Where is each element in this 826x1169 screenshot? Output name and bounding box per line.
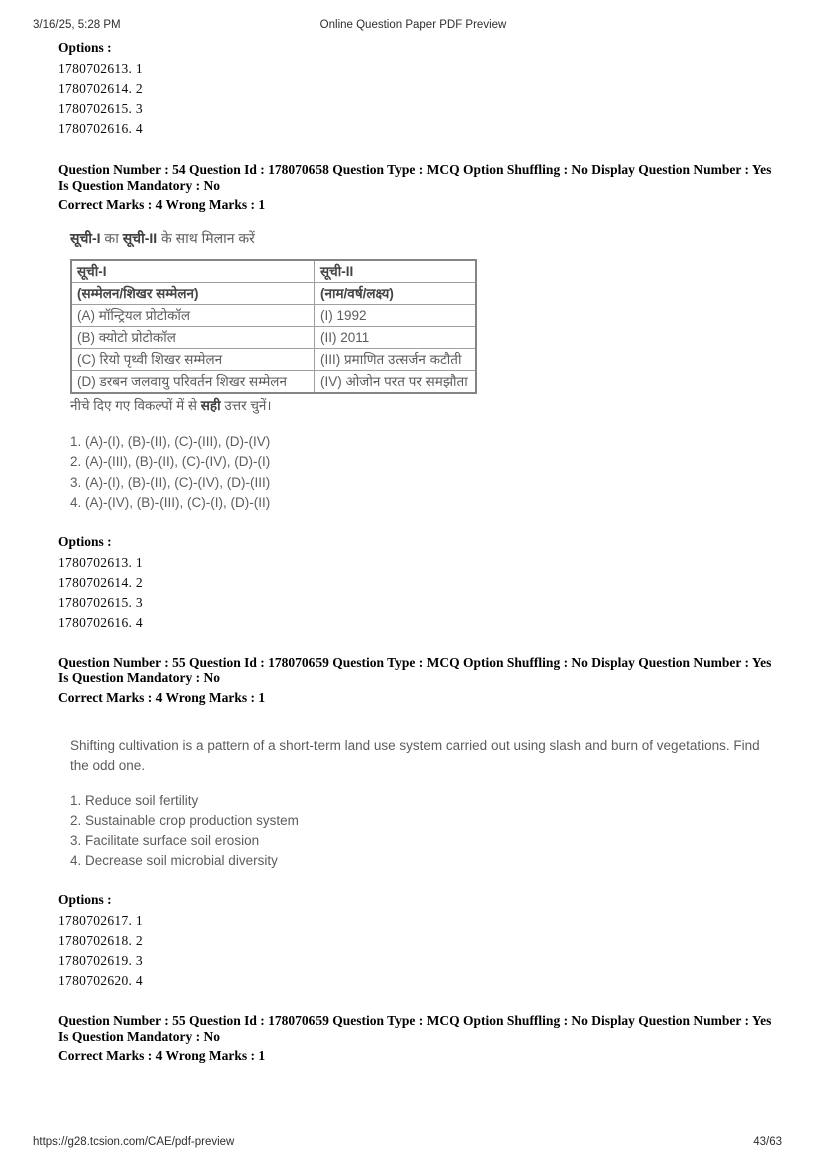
table-row bbox=[71, 348, 476, 370]
choice-item: 1. Reduce soil fertility bbox=[70, 793, 199, 808]
choice-item: 4. Decrease soil microbial diversity bbox=[70, 853, 278, 868]
match-list-table bbox=[70, 259, 477, 394]
table-header-row bbox=[71, 260, 476, 283]
table-cell: (सम्मेलन/शिखर सम्मेलन) bbox=[71, 282, 315, 304]
choose-correct-line bbox=[70, 396, 818, 415]
header-datetime: 3/16/25, 5:28 PM bbox=[33, 19, 121, 31]
question-marks-line: Correct Marks : 4 Wrong Marks : 1 bbox=[58, 1048, 266, 1063]
intro-bold-list2: सूची-II bbox=[122, 229, 158, 246]
table-cell: (I) 1992 bbox=[315, 304, 477, 326]
page-title: Online Question Paper PDF Preview bbox=[319, 19, 507, 31]
choice-item: 3. (A)-(I), (B)-(II), (C)-(IV), (D)-(III) bbox=[70, 474, 271, 490]
option-id: 1780702613. 1 bbox=[58, 61, 143, 76]
choice-item: 1. (A)-(I), (B)-(II), (C)-(III), (D)-(IV) bbox=[70, 433, 271, 449]
option-id: 1780702615. 3 bbox=[58, 101, 143, 116]
option-id: 1780702616. 4 bbox=[58, 614, 143, 630]
choice-item: 2. (A)-(III), (B)-(II), (C)-(IV), (D)-(I) bbox=[70, 454, 271, 469]
footer-url: https://g28.tcsion.com/CAE/pdf-preview bbox=[33, 1136, 235, 1148]
print-header bbox=[33, 19, 793, 33]
question-55-metadata bbox=[58, 655, 772, 706]
choice-item: 4. (A)-(IV), (B)-(III), (C)-(I), (D)-(II) bbox=[70, 495, 271, 510]
table-cell: (B) क्योटो प्रोटोकॉल bbox=[71, 326, 315, 348]
options-label: Options : bbox=[58, 892, 112, 907]
footer-page-number: 43/63 bbox=[753, 1136, 782, 1148]
table-cell: (IV) ओजोन परत पर समझौता bbox=[315, 370, 477, 393]
options-block-top bbox=[58, 37, 818, 139]
table-cell: (D) डरबन जलवायु परिवर्तन शिखर सम्मेलन bbox=[71, 370, 315, 393]
table-cell: (C) रियो पृथ्वी शिखर सम्मेलन bbox=[71, 348, 315, 370]
options-block-q54 bbox=[58, 531, 818, 633]
question-55-metadata-repeat bbox=[58, 1013, 772, 1064]
option-id: 1780702616. 4 bbox=[58, 121, 143, 136]
table-row bbox=[71, 326, 476, 348]
question-marks-line: Correct Marks : 4 Wrong Marks : 1 bbox=[58, 689, 266, 705]
question-54-body bbox=[58, 228, 818, 514]
intro-rest: के साथ मिलान करें bbox=[157, 229, 255, 246]
table-cell: (III) प्रमाणित उत्सर्जन कटौती bbox=[315, 348, 477, 370]
choice-item: 3. Facilitate surface soil erosion bbox=[70, 833, 260, 848]
option-id: 1780702617. 1 bbox=[58, 913, 143, 928]
choose-post: उत्तर चुनें। bbox=[220, 397, 272, 413]
options-label: Options : bbox=[58, 533, 112, 549]
table-cell: सूची-II bbox=[315, 260, 477, 283]
options-block-q55 bbox=[58, 889, 818, 991]
question-meta-line: Question Number : 54 Question Id : 178070658 Question Type : MCQ Option Shuffling : No Display Question Number : Yes Is Question Mandatory : No bbox=[58, 162, 772, 193]
question-54-metadata bbox=[58, 162, 772, 213]
table-cell: (नाम/वर्ष/लक्ष्य) bbox=[315, 282, 477, 304]
intro-mid: का bbox=[100, 229, 123, 246]
choice-item: 2. Sustainable crop production system bbox=[70, 813, 299, 828]
question-55-text: Shifting cultivation is a pattern of a short-term land use system carried out using slash and burn of vegetations. Find the odd one. bbox=[70, 738, 760, 773]
option-id: 1780702620. 4 bbox=[58, 973, 143, 988]
question-55-body bbox=[58, 736, 818, 871]
option-id: 1780702615. 3 bbox=[58, 594, 143, 610]
question-54-choices bbox=[70, 432, 818, 514]
intro-bold-list1: सूची-I bbox=[70, 229, 101, 246]
option-id: 1780702613. 1 bbox=[58, 554, 143, 570]
print-footer bbox=[33, 1136, 782, 1150]
table-cell: (A) मॉन्ट्रियल प्रोटोकॉल bbox=[71, 304, 315, 326]
table-cell: सूची-I bbox=[71, 260, 315, 283]
question-meta-line: Question Number : 55 Question Id : 178070659 Question Type : MCQ Option Shuffling : No Display Question Number : Yes Is Question Mandatory : No bbox=[58, 1013, 772, 1044]
question-54-intro bbox=[70, 228, 818, 248]
document-content bbox=[58, 37, 818, 1064]
choose-pre: नीचे दिए गए विकल्पों में से bbox=[70, 397, 201, 413]
table-cell: (II) 2011 bbox=[315, 326, 477, 348]
question-meta-line: Question Number : 55 Question Id : 178070659 Question Type : MCQ Option Shuffling : No Display Question Number : Yes Is Question Mandatory : No bbox=[58, 654, 772, 685]
question-55-choices bbox=[70, 791, 818, 871]
option-id: 1780702614. 2 bbox=[58, 81, 143, 96]
option-id: 1780702614. 2 bbox=[58, 574, 143, 590]
question-marks-line: Correct Marks : 4 Wrong Marks : 1 bbox=[58, 197, 266, 212]
choose-bold: सही bbox=[200, 397, 221, 413]
options-label: Options : bbox=[58, 40, 112, 55]
option-id: 1780702619. 3 bbox=[58, 953, 143, 968]
table-row bbox=[71, 370, 476, 393]
table-subheader-row bbox=[71, 282, 476, 304]
option-id: 1780702618. 2 bbox=[58, 933, 143, 948]
table-row bbox=[71, 304, 476, 326]
